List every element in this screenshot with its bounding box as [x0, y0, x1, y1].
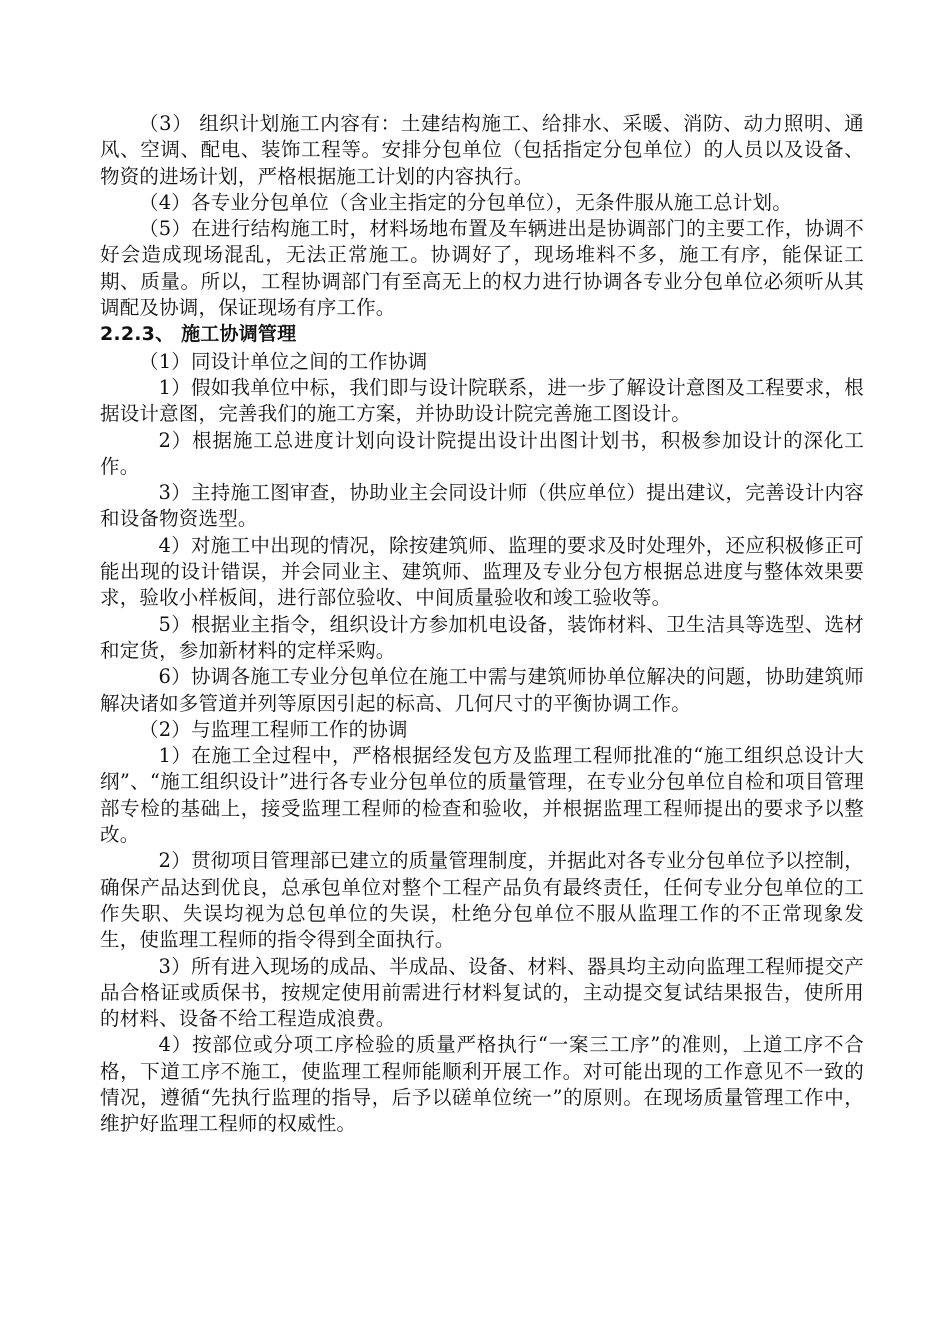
supervisor-item-3: 3）所有进入现场的成品、半成品、设备、材料、器具均主动向监理工程师提交产品合格证或质保书，按规定使用前需进行材料复试的，主动提交复试结果报告，使所用的材料、设备不给工程造成浪费。: [100, 954, 864, 1031]
design-item-1: 1）假如我单位中标，我们即与设计院联系，进一步了解设计意图及工程要求，根据设计意图，完善我们的施工方案，并协助设计院完善施工图设计。: [100, 375, 864, 426]
paragraph-4: （4）各专业分包单位（含业主指定的分包单位），无条件服从施工总计划。: [139, 190, 792, 214]
supervisor-item-4: 4）按部位或分项工序检验的质量严格执行“一案三工序”的准则，上道工序不合格，下道工序不施工，使监理工程师能顺利开展工作。对可能出现的工作意见不一致的情况，遵循“先执行监理的指导，后予以磋单位统一”的原则。在现场质量管理工作中，维护好监理工程师的权威性。: [100, 1033, 864, 1136]
subheading-supervisor-coordination: （2）与监理工程师工作的协调: [139, 717, 408, 741]
paragraph-5: （5）在进行结构施工时，材料场地布置及车辆进出是协调部门的主要工作，协调不好会造成现场混乱，无法正常施工。协调好了，现场堆料不多，施工有序，能保证工期、质量。所以，工程协调部门有至高无上的权力进行协调各专业分包单位必须听从其调配及协调，保证现场有序工作。: [100, 217, 864, 320]
subheading-design-coordination: （1）同设计单位之间的工作协调: [139, 349, 428, 373]
section-heading: 2.2.3、 施工协调管理: [100, 323, 297, 346]
paragraph-3: （3） 组织计划施工内容有：土建结构施工、给排水、采暖、消防、动力照明、通风、空调、配电、装饰工程等。安排分包单位（包括指定分包单位）的人员以及设备、物资的进场计划，严格根据施工计划的内容执行。: [100, 112, 864, 188]
design-item-5: 5）根据业主指令，组织设计方参加机电设备，装饰材料、卫生洁具等选型、选材和定货，参加新材料的定样采购。: [100, 612, 864, 662]
supervisor-item-2: 2）贯彻项目管理部已建立的质量管理制度，并据此对各专业分包单位予以控制，确保产品达到优良，总承包单位对整个工程产品负有最终责任，任何专业分包单位的工作失职、失误均视为总包单位的失误，杜绝分包单位不服从监理工作的不正常现象发生，使监理工程师的指令得到全面执行。: [100, 849, 864, 952]
design-item-3: 3）主持施工图审查，协助业主会同设计师（供应单位）提出建议，完善设计内容和设备物资选型。: [100, 481, 864, 531]
supervisor-item-1: 1）在施工全过程中，严格根据经发包方及监理工程师批准的“施工组织总设计大纲”、“施工组织设计”进行各专业分包单位的质量管理，在专业分包单位自检和项目管理部专检的基础上，接受监理工程师的检查和验收，并根据监理工程师提出的要求予以整改。: [100, 744, 864, 847]
design-item-4: 4）对施工中出现的情况，除按建筑师、监理的要求及时处理外，还应积极修正可能出现的设计错误，并会同业主、建筑师、监理及专业分包方根据总进度与整体效果要求，验收小样板间，进行部位验收、中间质量验收和竣工验收等。: [100, 533, 864, 610]
design-item-2: 2）根据施工总进度计划向设计院提出设计出图计划书，积极参加设计的深化工作。: [100, 428, 864, 478]
design-item-6: 6）协调各施工专业分包单位在施工中需与建筑师协单位解决的问题，协助建筑师解决诸如多管道并列等原因引起的标高、几何尺寸的平衡协调工作。: [100, 665, 864, 715]
document-page: [100, 111, 864, 1138]
